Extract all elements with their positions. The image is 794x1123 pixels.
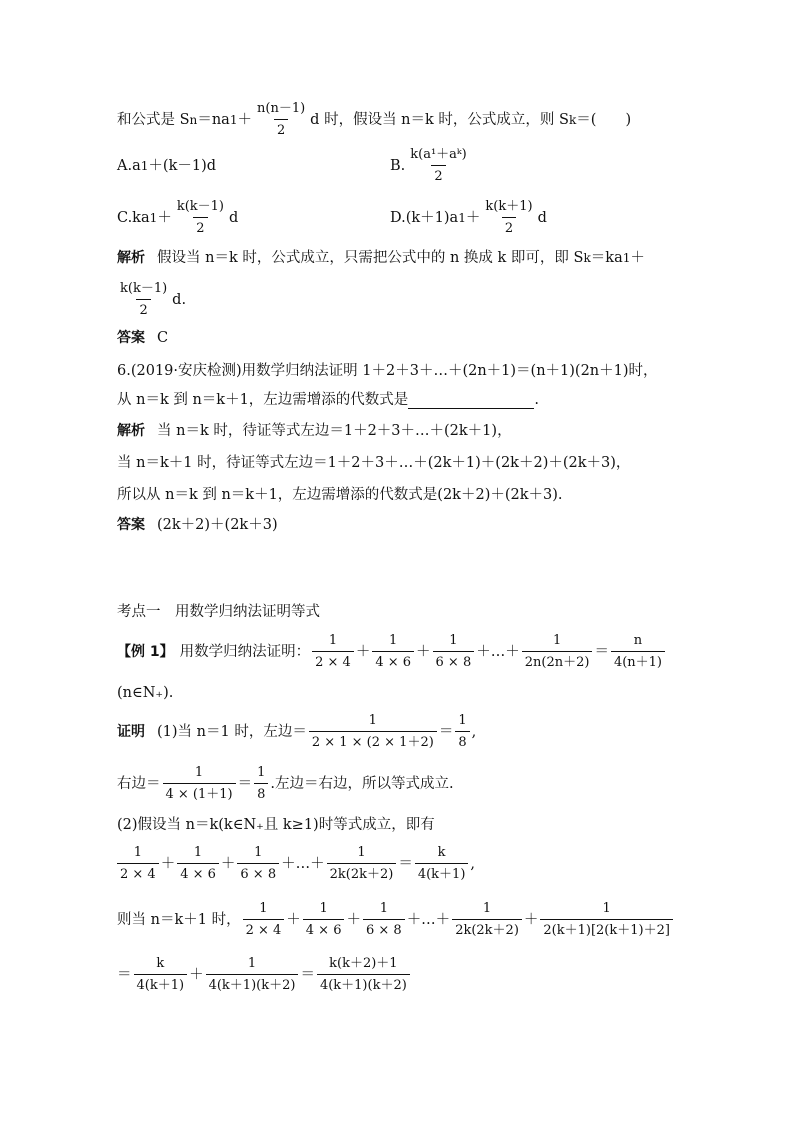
- answer-label: 答案: [117, 330, 145, 346]
- numerator: 1: [389, 633, 398, 648]
- analysis-label: 解析: [117, 423, 145, 439]
- numerator: k(k＋1): [485, 199, 533, 214]
- sub: 1: [622, 251, 631, 265]
- denominator: 4(k＋1): [134, 974, 188, 994]
- fraction: [540, 900, 673, 939]
- text: 从 n＝k 到 n＝k＋1，左边需增添的代数式是: [117, 392, 409, 408]
- q5-option-d-fraction: [482, 198, 535, 237]
- fraction: [415, 844, 469, 883]
- plus: ＋: [286, 911, 301, 928]
- text: D.(k＋1)a: [390, 209, 459, 226]
- text: ＝ka: [590, 250, 623, 266]
- denominator: 2: [502, 217, 516, 237]
- numerator: k(k－1): [120, 281, 168, 296]
- text: 假设当 n＝k 时，公式成立，只需把公式中的 n 换成 k 即可，即 S: [157, 250, 584, 266]
- text: d: [537, 209, 547, 226]
- numerator: 1: [133, 845, 142, 860]
- denominator: 6 × 8: [433, 651, 475, 671]
- q6-line1: 6.(2019·安庆检测)用数学归纳法证明 1＋2＋3＋…＋(2n＋1)＝(n＋1)(2n＋1)时，: [117, 363, 658, 379]
- denominator: 2 × 4: [243, 919, 285, 939]
- denominator: 6 × 8: [363, 919, 405, 939]
- q5-option-d: [390, 198, 547, 237]
- q5-answer: [117, 328, 168, 348]
- answer-value: (2k＋2)＋(2k＋3): [157, 517, 278, 533]
- dots: ＋…＋: [406, 911, 451, 928]
- dots: ＋…＋: [476, 643, 520, 660]
- proof-step-1: [117, 712, 476, 751]
- denominator: 2(k＋1)[2(k＋1)＋2]: [540, 919, 673, 939]
- numerator: k: [156, 956, 165, 971]
- example-condition: (n∈N₊).: [117, 685, 174, 701]
- proof-right-side: [117, 764, 454, 803]
- q5-analysis-cont: [117, 280, 186, 319]
- numerator: k(k－1): [176, 199, 224, 214]
- q5-stem-fraction: [254, 100, 308, 139]
- fraction: [611, 632, 665, 671]
- q5-analysis-fraction: [117, 280, 170, 319]
- q6-line2: [117, 390, 539, 410]
- sub: n: [189, 112, 198, 127]
- sub: k: [583, 251, 591, 265]
- fraction: [433, 632, 475, 671]
- fraction: [177, 844, 219, 883]
- denominator: 8: [455, 731, 469, 751]
- q5-option-a: [117, 156, 216, 176]
- numerator: 1: [193, 845, 203, 860]
- text: 用数学归纳法证明：: [179, 643, 311, 660]
- numerator: 1: [257, 765, 266, 780]
- fraction: [206, 955, 299, 994]
- text: (1)当 n＝1 时，左边＝: [157, 723, 307, 740]
- numerator: 1: [357, 845, 366, 860]
- denominator: 2 × 1 × (2 × 1＋2): [309, 731, 437, 751]
- answer-blank[interactable]: [408, 392, 534, 409]
- text: ,: [471, 723, 477, 740]
- equals: ＝: [398, 855, 413, 872]
- fraction: [254, 764, 268, 803]
- denominator: 2 × 4: [117, 863, 159, 883]
- text: d.: [172, 291, 187, 308]
- fraction: [117, 844, 159, 883]
- proof-label: 证明: [117, 723, 145, 740]
- numerator: n(n－1): [257, 101, 306, 116]
- numerator: 1: [458, 713, 467, 728]
- numerator: k(k＋2)＋1: [329, 956, 398, 971]
- q5-stem: [117, 100, 631, 139]
- q6-analysis-line3: 所以从 n＝k 到 n＝k＋1，左边需增添的代数式是(2k＋2)＋(2k＋3).: [117, 487, 563, 503]
- denominator: 2: [193, 217, 207, 237]
- equals: ＝: [594, 643, 609, 660]
- q6-answer: [117, 515, 278, 535]
- section-title: 考点一 用数学归纳法证明等式: [117, 604, 320, 620]
- text: B.: [390, 157, 406, 174]
- sub: k: [568, 112, 577, 127]
- fraction: [372, 632, 414, 671]
- q5-stem-c: ＋: [237, 111, 252, 128]
- q6-analysis-line2: 当 n＝k＋1 时，待证等式左边＝1＋2＋3＋…＋(2k＋1)＋(2k＋2)＋(2k＋3)，: [117, 455, 631, 471]
- denominator: 4 × 6: [372, 651, 414, 671]
- denominator: 4(k＋1): [415, 863, 469, 883]
- plus: ＋: [416, 643, 431, 660]
- proof-hypothesis: [117, 844, 475, 883]
- proof-inductive-step: [117, 900, 675, 939]
- q5-option-c: [117, 198, 238, 237]
- text: 当 n＝k 时，待证等式左边＝1＋2＋3＋…＋(2k＋1)，: [157, 423, 512, 439]
- denominator: 4(k＋1)(k＋2): [206, 974, 299, 994]
- q6-analysis-line1: [117, 421, 512, 441]
- q5-option-c-fraction: [174, 198, 227, 237]
- text: ＋: [630, 250, 645, 266]
- q5-option-b-fraction: [407, 146, 469, 185]
- dots: ＋…＋: [281, 855, 325, 872]
- q5-stem-e: ＝( ): [576, 111, 632, 128]
- sub: 1: [229, 112, 238, 127]
- fraction: [452, 900, 522, 939]
- denominator: 2k(2k＋2): [452, 919, 522, 939]
- text: C.ka: [117, 209, 150, 226]
- q5-analysis: [117, 248, 645, 268]
- fraction: [134, 955, 188, 994]
- q5-stem-d: d 时，假设当 n＝k 时，公式成立，则 S: [310, 111, 569, 128]
- fraction: [363, 900, 405, 939]
- fraction: [327, 844, 397, 883]
- denominator: 2: [136, 299, 150, 319]
- denominator: 2: [431, 165, 445, 185]
- fraction: [237, 844, 279, 883]
- numerator: 1: [328, 633, 338, 648]
- proof-simplification: [117, 955, 412, 994]
- text: .: [534, 392, 539, 408]
- equals: ＝: [117, 966, 132, 983]
- text: 右边＝: [117, 775, 161, 792]
- numerator: 1: [552, 633, 562, 648]
- text: A.a: [117, 158, 141, 174]
- plus: ＋: [346, 911, 361, 928]
- numerator: 1: [602, 901, 611, 916]
- sub: 1: [149, 210, 158, 225]
- numerator: 1: [449, 633, 458, 648]
- numerator: n: [633, 633, 643, 648]
- q5-option-b: [390, 146, 472, 185]
- text: ＋: [157, 209, 172, 226]
- text: .左边＝右边，所以等式成立.: [270, 775, 454, 792]
- fraction: [317, 955, 410, 994]
- numerator: 1: [254, 845, 263, 860]
- denominator: 4(k＋1)(k＋2): [317, 974, 410, 994]
- denominator: 4(n＋1): [611, 651, 665, 671]
- plus: ＋: [220, 855, 236, 872]
- answer-value: C: [157, 330, 169, 346]
- plus: ＋: [160, 855, 176, 872]
- text: ＋(k－1)d: [148, 158, 217, 174]
- denominator: 4 × 6: [177, 863, 219, 883]
- text: d: [228, 209, 239, 226]
- fraction: [312, 632, 354, 671]
- proof-step-2: (2)假设当 n＝k(k∈N₊且 k≥1)时等式成立，即有: [117, 817, 435, 833]
- denominator: 2 × 4: [312, 651, 354, 671]
- numerator: 1: [379, 901, 388, 916]
- answer-label: 答案: [117, 517, 145, 533]
- denominator: 4 × 6: [303, 919, 345, 939]
- fraction: [455, 712, 469, 751]
- text: ＋: [465, 209, 481, 226]
- fraction: [309, 712, 437, 751]
- denominator: 8: [254, 783, 268, 803]
- equals: ＝: [237, 775, 253, 792]
- fraction: [243, 900, 285, 939]
- fraction: [163, 764, 236, 803]
- numerator: k: [437, 845, 446, 860]
- sub: 1: [458, 210, 466, 225]
- denominator: 2: [274, 119, 288, 139]
- numerator: 1: [247, 956, 257, 971]
- denominator: 2k(2k＋2): [327, 863, 397, 883]
- numerator: 1: [319, 901, 328, 916]
- equals: ＝: [438, 723, 454, 740]
- sub: 1: [140, 159, 149, 173]
- text: 则当 n＝k＋1 时，: [117, 911, 241, 928]
- analysis-label: 解析: [117, 250, 145, 266]
- numerator: 1: [194, 765, 204, 780]
- plus: ＋: [523, 911, 539, 928]
- fraction: [303, 900, 345, 939]
- numerator: 1: [259, 901, 268, 916]
- numerator: 1: [368, 713, 377, 728]
- denominator: 4 × (1＋1): [163, 783, 236, 803]
- denominator: 2n(2n＋2): [522, 651, 593, 671]
- plus: ＋: [355, 643, 371, 660]
- numerator: k(a¹＋aᵏ): [410, 147, 467, 162]
- example-label: 【例 1】: [117, 643, 174, 660]
- q5-stem-b: ＝na: [197, 111, 230, 128]
- q5-stem-a: 和公式是 S: [117, 111, 190, 128]
- text: ,: [470, 855, 476, 872]
- numerator: 1: [482, 901, 492, 916]
- fraction: [522, 632, 593, 671]
- plus: ＋: [189, 966, 204, 983]
- denominator: 6 × 8: [237, 863, 279, 883]
- example-1: [117, 632, 667, 671]
- equals: ＝: [300, 966, 315, 983]
